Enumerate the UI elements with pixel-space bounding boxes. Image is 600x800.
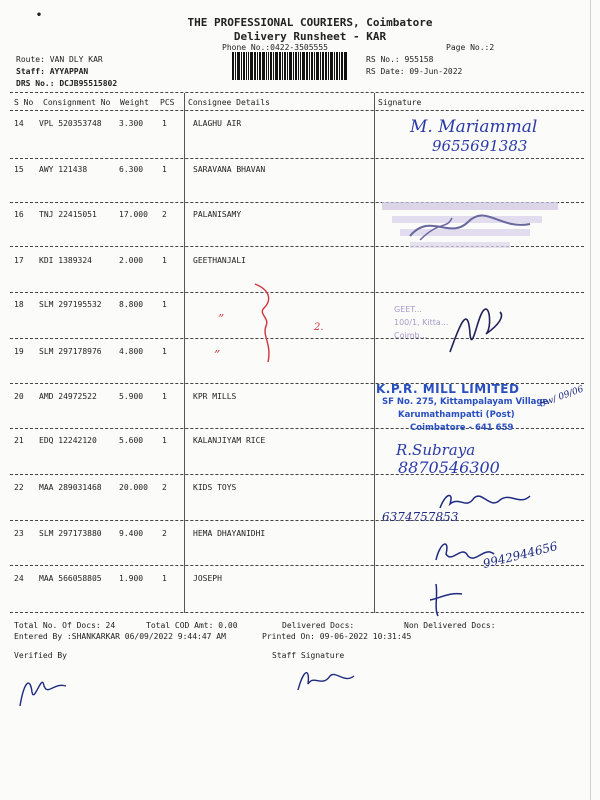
page-number: Page No.:2 [446, 43, 495, 52]
row-consignment: VPL 520353748 [39, 119, 102, 128]
table-row [12, 574, 584, 616]
stamp-geet-line1: GEET... [394, 305, 422, 314]
red-note-row18a: ” [218, 312, 225, 326]
row-sno: 22 [14, 483, 24, 492]
row-weight: 5.600 [119, 436, 144, 445]
row-sno: 18 [14, 300, 24, 309]
row-consignee: PALANISAMY [193, 210, 242, 219]
signature-row21-name: R.Subraya [396, 441, 476, 459]
row-consignment: TNJ 22415051 [39, 210, 97, 219]
row-pcs: 1 [162, 256, 167, 265]
signature-row14-phone: 9655691383 [432, 137, 528, 155]
row-consignment: KDI 1389324 [39, 256, 92, 265]
staff-signature-label: Staff Signature [272, 651, 345, 660]
signature-row21-phone: 8870546300 [398, 458, 500, 477]
verified-by: Verified By [14, 651, 67, 660]
row-consignee: HEMA DHAYANIDHI [193, 529, 266, 538]
row-sno: 24 [14, 574, 24, 583]
stamp-row16 [380, 200, 570, 250]
stamp-kpr-name: K.P.R. MILL LIMITED [376, 382, 520, 396]
row-weight: 9.400 [119, 529, 144, 538]
row-weight: 8.800 [119, 300, 144, 309]
entered-by: Entered By :SHANKARKAR 06/09/2022 9:44:47 AM [14, 632, 226, 641]
stamp-kpr-line3: Coimbatore - 641 659 [410, 423, 514, 433]
row-pcs: 1 [162, 574, 167, 583]
rs-date: RS Date: 09-Jun-2022 [366, 67, 463, 76]
row-consignee: KALANJIYAM RICE [193, 436, 266, 445]
row-sno: 21 [14, 436, 24, 445]
row-weight: 17.000 [119, 210, 148, 219]
row-pcs: 2 [162, 483, 167, 492]
row-consignee: SARAVANA BHAVAN [193, 165, 266, 174]
route: Route: VAN DLY KAR [16, 55, 103, 64]
row-pcs: 1 [162, 165, 167, 174]
col-header-consignment: Consignment No [43, 98, 111, 107]
row-sno: 15 [14, 165, 24, 174]
row-weight: 1.900 [119, 574, 144, 583]
stamp-row16-graphic [380, 200, 570, 250]
row-consignee: ALAGHU AIR [193, 119, 242, 128]
row-consignee: JOSEPH [193, 574, 222, 583]
signature-row23-phone: 9942944656 [481, 538, 559, 572]
non-delivered-docs: Non Delivered Docs: [404, 621, 496, 630]
stamp-geet-line2: 100/1, Kitta... [394, 318, 449, 327]
row-consignment: SLM 297178976 [39, 347, 102, 356]
col-header-sno: S No [14, 98, 34, 107]
page-mark: • [36, 10, 43, 21]
row-consignee: KIDS TOYS [193, 483, 237, 492]
row-weight: 6.300 [119, 165, 144, 174]
signature-row24 [424, 580, 484, 620]
row-consignment: AMD 24972522 [39, 392, 97, 401]
printed-on: Printed On: 09-06-2022 10:31:45 [262, 632, 412, 641]
row-consignee: KPR MILLS [193, 392, 237, 401]
row-consignment: SLM 297173880 [39, 529, 102, 538]
stamp-kpr-line1: SF No. 275, Kittampalayam Village [382, 397, 549, 407]
red-pen-mark [210, 278, 330, 368]
col-header-signature: Signature [378, 98, 422, 107]
row-sno: 23 [14, 529, 24, 538]
red-note-row19: ” [214, 348, 221, 362]
row-consignment: MAA 289031468 [39, 483, 102, 492]
signature-row22-phone: 6374757853 [382, 510, 459, 524]
row-pcs: 1 [162, 392, 167, 401]
row-weight: 20.000 [119, 483, 148, 492]
row-pcs: 1 [162, 347, 167, 356]
delivered-docs: Delivered Docs: [282, 621, 355, 630]
row-sno: 16 [14, 210, 24, 219]
row-sno: 19 [14, 347, 24, 356]
row-consignment: AWY 121438 [39, 165, 88, 174]
sheet-title: Delivery Runsheet - KAR [233, 30, 387, 43]
row-weight: 2.000 [119, 256, 144, 265]
staff: Staff: AYYAPPAN [16, 67, 89, 76]
row-weight: 4.800 [119, 347, 144, 356]
total-docs: Total No. Of Docs: 24 [14, 621, 116, 630]
row-pcs: 1 [162, 119, 167, 128]
col-header-weight: Weight [120, 98, 149, 107]
total-cod: Total COD Amt: 0.00 [146, 621, 238, 630]
stamp-geet-line3: Coimb... [394, 331, 428, 340]
staff-signature [292, 662, 362, 696]
row-sno: 14 [14, 119, 24, 128]
verified-by-signature [14, 662, 74, 712]
drs-number: DRS No.: DCJB95515802 [16, 79, 118, 88]
red-note-row18b: 2. [314, 322, 324, 333]
row-sno: 17 [14, 256, 24, 265]
stamp-kpr-line2: Karumathampatti (Post) [398, 410, 515, 420]
row-sno: 20 [14, 392, 24, 401]
row-weight: 5.900 [119, 392, 144, 401]
company-name: THE PROFESSIONAL COURIERS, Coimbatore [187, 16, 433, 29]
phone-number: Phone No.:0422-3505555 [222, 43, 328, 52]
col-header-pcs: PCS [160, 98, 175, 107]
row-consignment: EDQ 12242120 [39, 436, 97, 445]
col-header-consignee: Consignee Details [188, 98, 270, 107]
barcode [232, 52, 360, 80]
signature-row14-name: M. Mariammal [410, 117, 538, 137]
row-consignment: SLM 297195532 [39, 300, 102, 309]
kpr-sign-date: Sw/ 09/06 [538, 384, 586, 410]
row-weight: 3.300 [119, 119, 144, 128]
row-consignment: MAA 566058805 [39, 574, 102, 583]
row-pcs: 1 [162, 436, 167, 445]
row-pcs: 2 [162, 529, 167, 538]
stamp-kpr [376, 383, 548, 435]
row-pcs: 1 [162, 300, 167, 309]
row-pcs: 2 [162, 210, 167, 219]
signature-geet [440, 294, 510, 364]
rs-number: RS No.: 955158 [366, 55, 434, 64]
row-consignee: GEETHANJALI [193, 256, 246, 265]
